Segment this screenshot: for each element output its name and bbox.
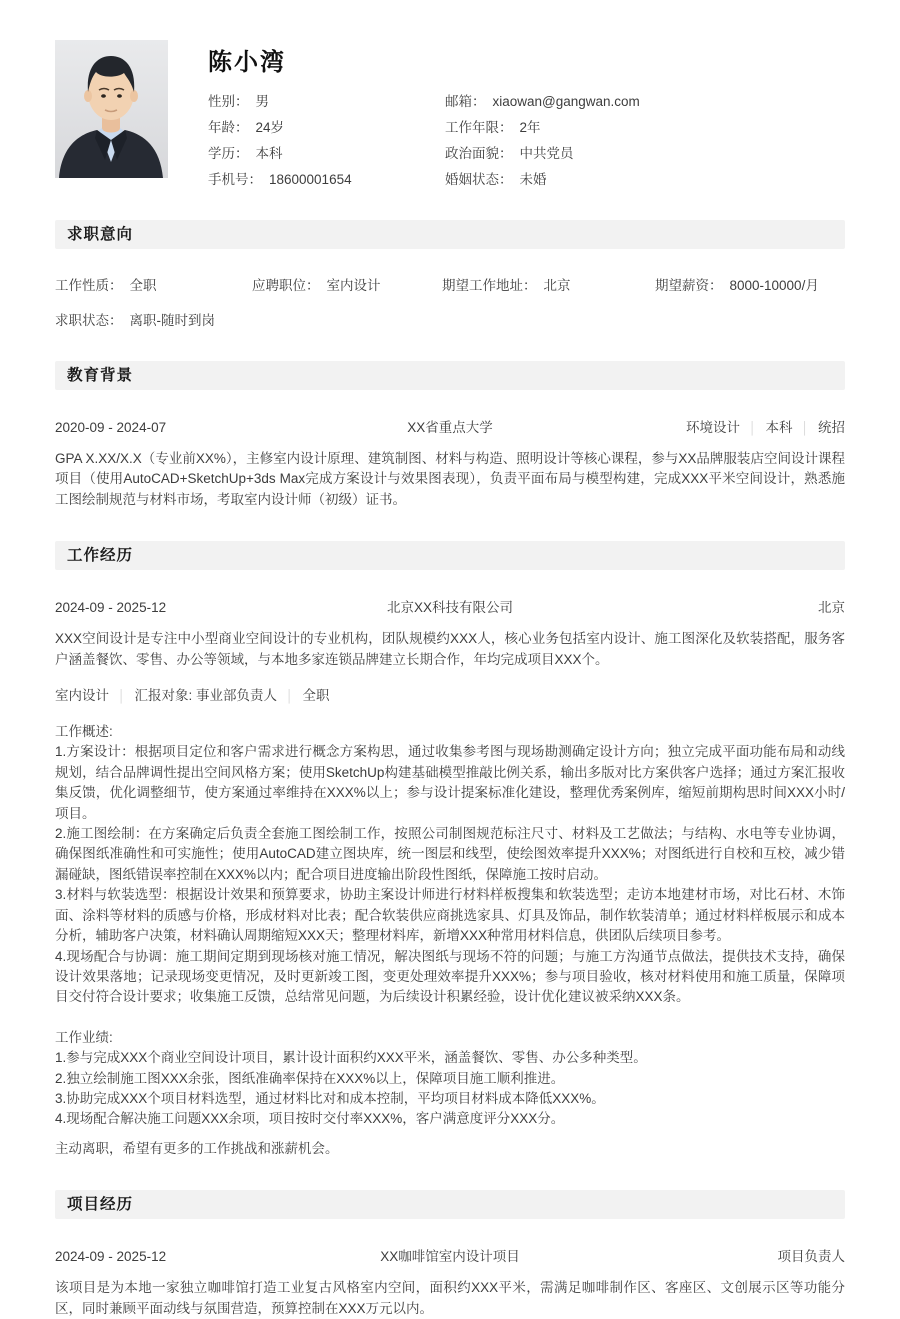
work-report-to: 汇报对象: 事业部负责人: [134, 688, 278, 704]
work-meta-row: [55, 684, 845, 704]
work-overview-title: 工作概述:: [55, 724, 113, 740]
info-label: 学历：: [208, 146, 249, 161]
profile-photo-illustration: [55, 40, 168, 178]
basic-info-grid: [208, 93, 845, 189]
work-achievement-item: 4.现场配合解决施工问题XXX余项，项目按时交付率XXX%，客户满意度评分XXX分。: [55, 1111, 565, 1127]
info-marital-status: [445, 171, 845, 189]
info-label: 政治面貌：: [445, 146, 513, 161]
work-achievements-block: [55, 1028, 845, 1130]
education-major: 环境设计: [686, 420, 740, 435]
intent-label: 工作性质：: [55, 278, 123, 293]
project-role: 项目负责人: [777, 1249, 845, 1265]
intent-value: 离职-随时到岗: [129, 313, 215, 328]
intent-value: 8000-10000/月: [729, 278, 819, 293]
education-enrollment: 统招: [818, 420, 845, 435]
education-period: 2020-09 - 2024-07: [55, 420, 167, 435]
intent-label: 求职状态：: [55, 313, 123, 328]
project-period: 2024-09 - 2025-12: [55, 1249, 167, 1265]
job-intention-row-1: [55, 277, 845, 295]
work-overview-item: 2.施工图绘制：在方案确定后负责全套施工图绘制工作，按照公司制图规范标注尺寸、材料及工艺做法；与结构、水电等专业协调，确保图纸准确性和可实施性；使用AutoCAD建立图块库，统一图层和线型，使绘图效率提升XXX%；对图纸进行自校和互校，减少错漏碰缺，图纸错误率控制在XXX%以内；配合项目进度输出阶段性图纸，保障施工按时启动。: [55, 826, 845, 882]
info-political-status: [445, 145, 845, 163]
work-company-intro: XXX空间设计是专注中小型商业空间设计的专业机构，团队规模约XXX人，核心业务包括室内设计、施工图深化及软装搭配，服务客户涵盖餐饮、零售、办公等领域，与本地多家连锁品牌建立长期合作，年均完成项目XXX个。: [55, 631, 845, 667]
info-value: 本科: [255, 146, 283, 161]
intent-label: 应聘职位：: [252, 278, 320, 293]
divider: │: [118, 689, 126, 704]
work-achievement-item: 3.协助完成XXX个项目材料选型，通过材料比对和成本控制，平均项目材料成本降低XXX%。: [55, 1090, 605, 1106]
section-title-project: 项目经历: [55, 1190, 845, 1219]
work-overview-item: 1.方案设计：根据项目定位和客户需求进行概念方案构思，通过收集参考图与现场勘测确定设计方向；独立完成平面功能布局和动线规划，结合品牌调性提出空间风格方案；使用SketchUp构建基础模型推敲比例关系，输出多版对比方案供客户选择；通过方案汇报收集反馈，优化调整细节，使方案通过率维持在XXX%以上；参与设计提案标准化建设，整理优秀案例库，缩短前期构思时间XXX小时/项目。: [55, 744, 845, 821]
work-overview-item: 3.材料与软装选型：根据设计效果和预算要求，协助主案设计师进行材料样板搜集和软装选型；走访本地建材市场，对比石材、木饰面、涂料等材料的质感与价格，形成材料对比表；配合软装供应商挑选家具、灯具及饰品，制作软装清单；通过材料样板展示和成本分析，辅助客户决策，材料确认周期缩短XXX天；整理材料库，新增XXX种常用材料信息，供团队后续项目参考。: [55, 887, 845, 944]
work-position: 室内设计: [55, 688, 109, 704]
info-value: 中共党员: [519, 146, 574, 161]
info-value: 18600001654: [269, 172, 352, 187]
basic-info-right: [445, 93, 845, 189]
info-phone: [208, 171, 445, 189]
work-job-type: 全职: [302, 688, 330, 704]
work-overview-block: [55, 722, 845, 1008]
work-company: 北京XX科技有限公司: [386, 600, 513, 616]
work-entry-head: [55, 596, 845, 616]
info-value: 2年: [519, 120, 541, 135]
work-achievement-item: 1.参与完成XXX个商业空间设计项目，累计设计面积约XXX平米，涵盖餐饮、零售、办公多种类型。: [55, 1050, 647, 1066]
info-age: [208, 119, 445, 137]
intent-position: [252, 277, 442, 295]
info-value: 未婚: [519, 172, 547, 187]
intent-value: 室内设计: [326, 278, 381, 293]
intent-work-type: [55, 277, 252, 295]
education-description: GPA X.XX/X.X（专业前XX%），主修室内设计原理、建筑制图、材料与构造、照明设计等核心课程，参与XX品牌服装店空间设计课程项目（使用AutoCAD+SketchUp+3ds Max完成方案设计与效果图表现），负责平面布局与模型构建，完成XXX平米空间设计，熟悉施工图绘制规范与材料市场，考取室内设计师（初级）证书。: [55, 451, 845, 507]
intent-label: 期望工作地址：: [442, 278, 537, 293]
info-label: 邮箱：: [445, 94, 486, 109]
work-period: 2024-09 - 2025-12: [55, 600, 167, 616]
info-value: xiaowan@gangwan.com: [492, 94, 640, 109]
divider: │: [749, 421, 757, 435]
work-overview-item: 4.现场配合与协调：施工期间定期到现场核对施工情况，解决图纸与现场不符的问题；与施工方沟通节点做法，提供技术支持，确保设计效果落地；记录现场变更情况，及时更新竣工图，变更处理效率提升XXX%；参与项目验收，核对材料使用和施工质量，保障项目交付符合设计要求；收集施工反馈，总结常见问题，为后续设计积累经验，设计优化建议被采纳XXX条。: [55, 948, 845, 1005]
project-name: XX咖啡馆室内设计项目: [380, 1249, 520, 1265]
basic-info-left: [208, 93, 445, 189]
section-title-work: 工作经历: [55, 541, 845, 570]
info-work-years: [445, 119, 845, 137]
info-email: [445, 93, 845, 111]
info-label: 性别：: [208, 94, 249, 109]
work-leave-note: 主动离职，希望有更多的工作挑战和涨薪机会。: [55, 1140, 339, 1156]
project-entry-head: [55, 1245, 845, 1265]
project-description: 该项目是为本地一家独立咖啡馆打造工业复古风格室内空间，面积约XXX平米，需满足咖啡制作区、客座区、文创展示区等功能分区，同时兼顾平面动线与氛围营造，预算控制在XXX万元以内。: [55, 1280, 845, 1316]
work-location: 北京: [818, 600, 845, 616]
resume-header: [55, 0, 845, 189]
intent-location: [442, 277, 655, 295]
intent-salary: [655, 277, 845, 295]
info-label: 手机号：: [208, 172, 262, 187]
info-label: 工作年限：: [445, 120, 513, 135]
section-title-job-intention: 求职意向: [55, 220, 845, 249]
intent-label: 期望薪资：: [655, 278, 723, 293]
intent-status: [55, 312, 845, 330]
section-title-education: 教育背景: [55, 361, 845, 390]
info-label: 年龄：: [208, 120, 249, 135]
profile-photo: [55, 40, 168, 178]
divider: │: [801, 421, 809, 435]
info-education: [208, 145, 445, 163]
info-value: 男: [255, 94, 269, 109]
education-school: XX省重点大学: [407, 420, 493, 435]
education-entry-head: [55, 416, 845, 436]
header-info: [168, 40, 845, 189]
candidate-name: 陈小湾: [208, 49, 286, 76]
divider: │: [286, 689, 294, 704]
info-value: 24岁: [255, 120, 285, 135]
education-tags: [686, 416, 845, 436]
education-degree: 本科: [765, 420, 793, 435]
work-achievements-title: 工作业绩:: [55, 1029, 113, 1045]
intent-value: 全职: [129, 278, 157, 293]
info-label: 婚姻状态：: [445, 172, 513, 187]
work-achievement-item: 2.独立绘制施工图XXX余张，图纸准确率保持在XXX%以上，保障项目施工顺利推进。: [55, 1070, 565, 1086]
intent-value: 北京: [543, 278, 571, 293]
info-gender: [208, 93, 445, 111]
